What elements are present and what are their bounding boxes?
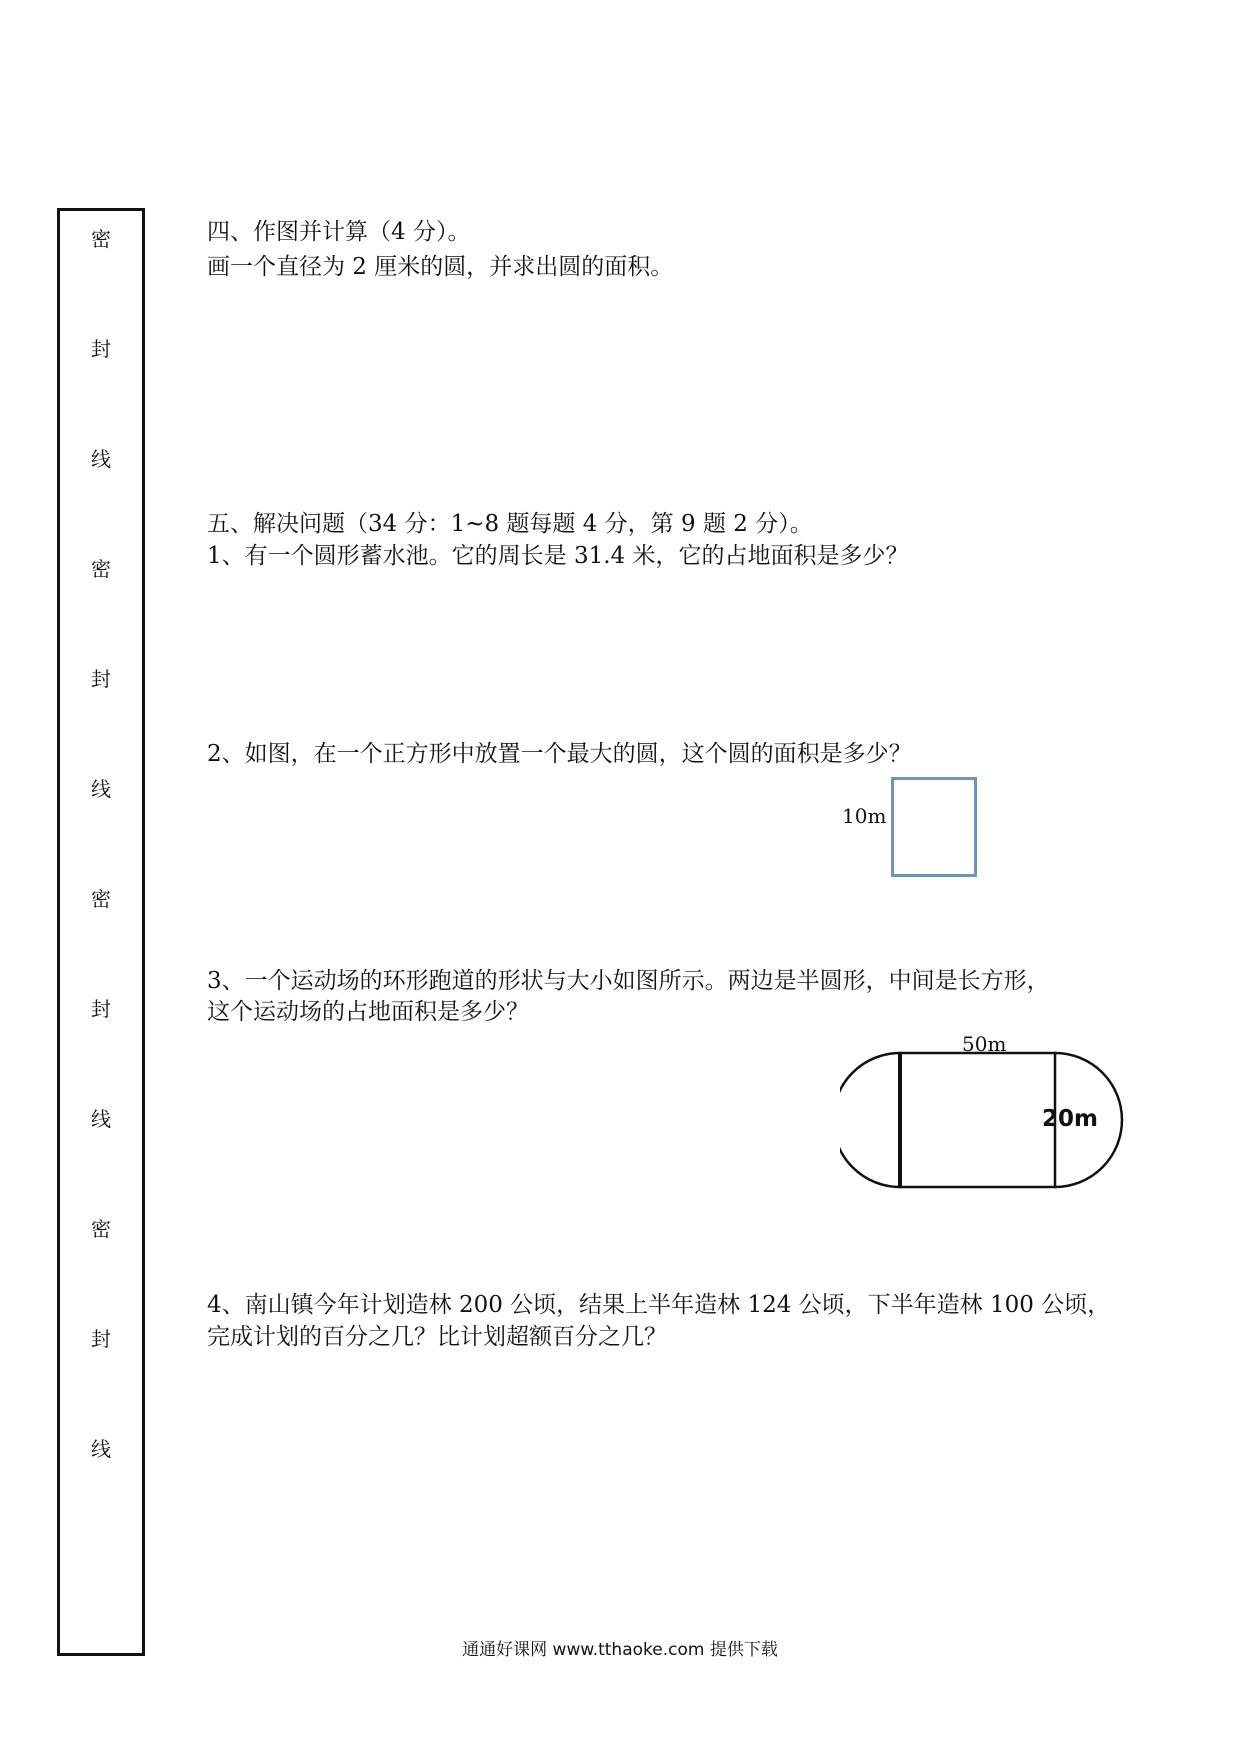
track-width-label: 20m <box>1042 1106 1098 1132</box>
seal-char: 封 <box>91 667 111 691</box>
seal-char: 线 <box>91 1437 111 1461</box>
seal-char: 线 <box>91 447 111 471</box>
footer-source: 通通好课网 www.tthaoke.com 提供下载 <box>462 1640 778 1660</box>
seal-char: 线 <box>91 1107 111 1131</box>
square-side-label: 10m <box>842 804 887 828</box>
question-3-line-2: 这个运动场的占地面积是多少？ <box>207 999 529 1025</box>
seal-char: 密 <box>91 227 111 251</box>
question-4-line-1: 4、南山镇今年计划造林 200 公顷，结果上半年造林 124 公顷，下半年造林 100 公顷， <box>207 1292 1111 1318</box>
section-4-title: 四、作图并计算（4 分）。 <box>207 219 471 245</box>
seal-char: 线 <box>91 777 111 801</box>
question-3-line-1: 3、一个运动场的环形跑道的形状与大小如图所示。两边是半圆形，中间是长方形， <box>207 968 1050 994</box>
square-figure <box>891 777 977 877</box>
seal-char: 封 <box>91 997 111 1021</box>
seal-char: 密 <box>91 887 111 911</box>
track-rectangle <box>900 1053 1055 1187</box>
seal-char: 封 <box>91 1327 111 1351</box>
section-5-title: 五、解决问题（34 分：1~8 题每题 4 分，第 9 题 2 分）。 <box>207 511 813 537</box>
track-left-semicircle <box>840 1053 900 1187</box>
seal-char: 封 <box>91 337 111 361</box>
question-2: 2、如图，在一个正方形中放置一个最大的圆，这个圆的面积是多少？ <box>207 741 912 767</box>
question-1: 1、有一个圆形蓄水池。它的周长是 31.4 米，它的占地面积是多少？ <box>207 543 909 569</box>
track-length-label: 50m <box>962 1032 1007 1056</box>
seal-char: 密 <box>91 557 111 581</box>
question-4-line-2: 完成计划的百分之几？比计划超额百分之几？ <box>207 1324 667 1350</box>
seal-char: 密 <box>91 1217 111 1241</box>
seal-line-column <box>57 208 145 1656</box>
section-4-prompt: 画一个直径为 2 厘米的圆，并求出圆的面积。 <box>207 254 674 280</box>
